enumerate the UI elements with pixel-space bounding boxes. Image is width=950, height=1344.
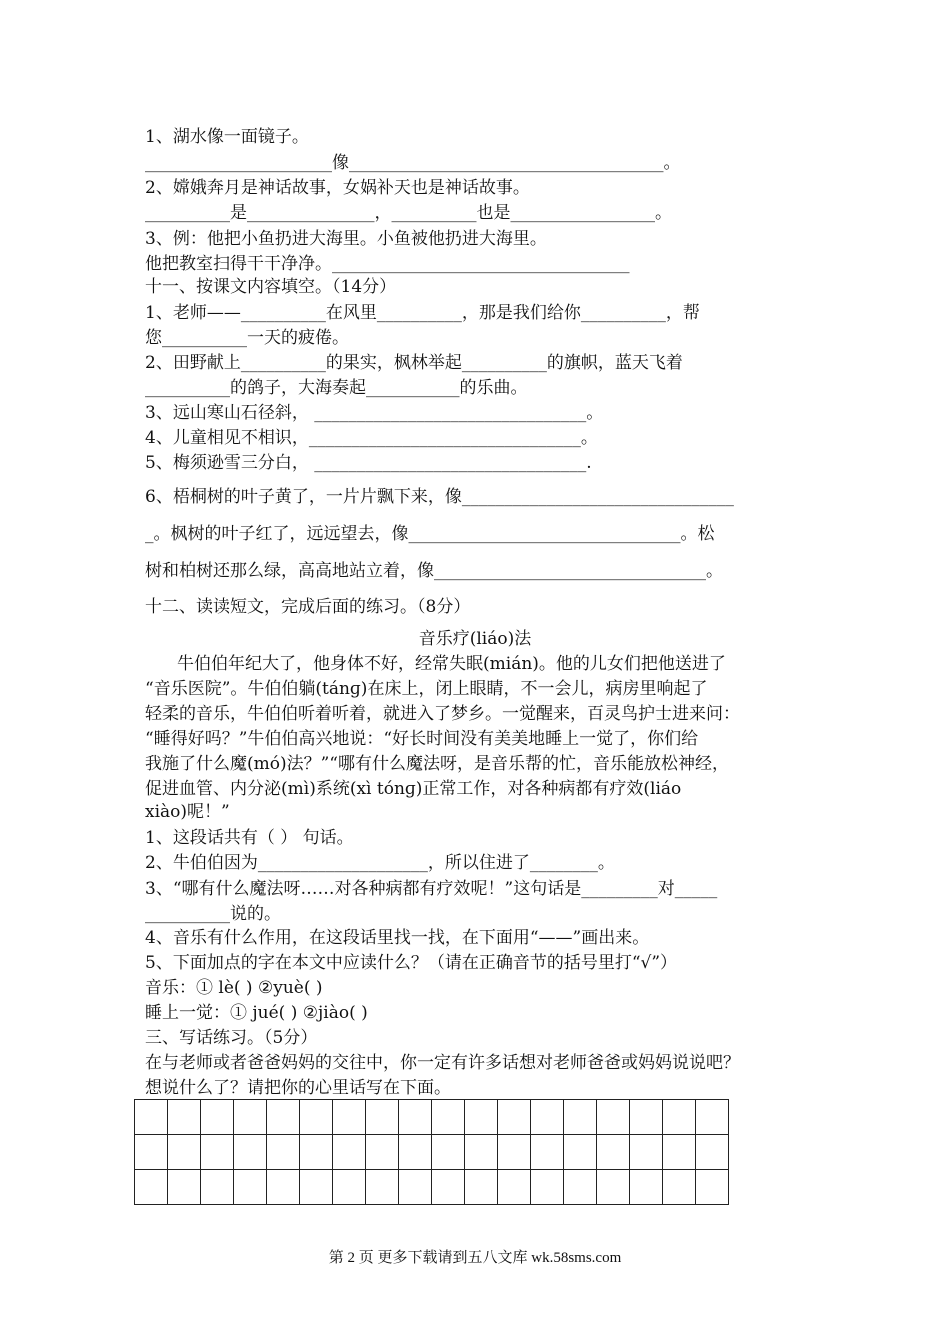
- grid-cell[interactable]: [498, 1170, 531, 1205]
- passage-line: “睡得好吗？”牛伯伯高兴地说：“好长时间没有美美地睡上一觉了，你们给: [145, 729, 699, 749]
- grid-cell[interactable]: [201, 1135, 234, 1170]
- grid-cell[interactable]: [564, 1135, 597, 1170]
- text-line: 他把教室扫得干干净净。___________________________________: [145, 254, 630, 274]
- text-line: 3、远山寒山石径斜， ________________________________。: [145, 403, 604, 423]
- grid-cell[interactable]: [696, 1135, 729, 1170]
- grid-cell[interactable]: [135, 1135, 168, 1170]
- grid-cell[interactable]: [465, 1170, 498, 1205]
- passage-line: “音乐医院”。牛伯伯躺(tánɡ)在床上，闭上眼睛，不一会儿，病房里响起了: [145, 679, 708, 699]
- grid-cell[interactable]: [564, 1170, 597, 1205]
- grid-row: [135, 1100, 729, 1135]
- grid-cell[interactable]: [333, 1170, 366, 1205]
- grid-cell[interactable]: [432, 1100, 465, 1135]
- text-line: 1、湖水像一面镜子。: [145, 127, 309, 147]
- text-line: 树和柏树还那么绿，高高地站立着，像________________________________。: [145, 561, 723, 581]
- grid-cell[interactable]: [498, 1135, 531, 1170]
- grid-cell[interactable]: [531, 1170, 564, 1205]
- grid-cell[interactable]: [300, 1170, 333, 1205]
- section-heading: 十一、按课文内容填空。（14分）: [145, 277, 397, 297]
- question-line: 2、牛伯伯因为____________________，所以住进了________。: [145, 853, 615, 873]
- grid-cell[interactable]: [234, 1100, 267, 1135]
- question-line: 想说什么了？请把你的心里话写在下面。: [145, 1078, 451, 1098]
- question-line: 5、下面加点的字在本文中应读什么？（请在正确音节的括号里打“√”）: [145, 953, 678, 973]
- answer-blank-line: __________是_______________，__________也是_________________。: [145, 203, 672, 223]
- text-line: 6、梧桐树的叶子黄了，一片片飘下来，像________________________________: [145, 487, 734, 507]
- grid-cell[interactable]: [201, 1100, 234, 1135]
- grid-cell[interactable]: [630, 1135, 663, 1170]
- grid-cell[interactable]: [597, 1135, 630, 1170]
- text-line: 4、儿童相见不相识，________________________________。: [145, 428, 598, 448]
- grid-cell[interactable]: [267, 1135, 300, 1170]
- grid-row: [135, 1170, 729, 1205]
- text-line: 3、例：他把小鱼扔进大海里。小鱼被他扔进大海里。: [145, 229, 547, 249]
- grid-cell[interactable]: [366, 1135, 399, 1170]
- text-line: 2、嫦娥奔月是神话故事，女娲补天也是神话故事。: [145, 178, 530, 198]
- grid-cell[interactable]: [696, 1170, 729, 1205]
- question-line: 1、这段话共有（ ） 句话。: [145, 828, 354, 848]
- grid-cell[interactable]: [366, 1170, 399, 1205]
- grid-cell[interactable]: [465, 1135, 498, 1170]
- passage-line: 牛伯伯年纪大了，他身体不好，经常失眠(mián)。他的儿女们把他送进了: [177, 654, 726, 674]
- answer-blank-line: ______________________像_____________________________________。: [145, 153, 681, 173]
- grid-cell[interactable]: [663, 1170, 696, 1205]
- text-line: _。枫树的叶子红了，远远望去，像________________________________。松: [145, 524, 715, 544]
- question-line: __________说的。: [145, 904, 281, 924]
- grid-row: [135, 1135, 729, 1170]
- passage-title: 音乐疗(liáo)法: [418, 629, 532, 649]
- grid-cell[interactable]: [498, 1100, 531, 1135]
- text-line: 2、田野献上__________的果实，枫林举起__________的旗帜，蓝天飞着: [145, 353, 683, 373]
- page-footer: 第 2 页 更多下载请到五八文库 wk.58sms.com: [328, 1250, 622, 1266]
- section-heading: 十二、读读短文，完成后面的练习。（8分）: [145, 597, 471, 617]
- grid-cell[interactable]: [234, 1135, 267, 1170]
- grid-cell[interactable]: [399, 1135, 432, 1170]
- question-line: 4、音乐有什么作用，在这段话里找一找，在下面用“——”画出来。: [145, 928, 650, 948]
- passage-line: 轻柔的音乐，牛伯伯听着听着，就进入了梦乡。一觉醒来，百灵鸟护士进来问：: [145, 704, 740, 724]
- text-line: 5、梅须逊雪三分白， ________________________________.: [145, 453, 592, 473]
- grid-cell[interactable]: [201, 1170, 234, 1205]
- grid-cell[interactable]: [465, 1100, 498, 1135]
- question-line: 音乐：① lè( ) ②yuè( ): [145, 978, 323, 998]
- grid-cell[interactable]: [432, 1135, 465, 1170]
- passage-line: 促进血管、内分泌(mì)系统(xì tónɡ)正常工作，对各种病都有疗效(liáo: [145, 779, 682, 799]
- grid-cell[interactable]: [432, 1170, 465, 1205]
- grid-cell[interactable]: [564, 1100, 597, 1135]
- grid-cell[interactable]: [135, 1100, 168, 1135]
- grid-cell[interactable]: [630, 1100, 663, 1135]
- passage-line: 我施了什么魔(mó)法？”“哪有什么魔法呀，是音乐帮的忙，音乐能放松神经，: [145, 754, 730, 774]
- grid-cell[interactable]: [630, 1170, 663, 1205]
- question-line: 3、“哪有什么魔法呀……对各种病都有疗效呢！”这句话是_________对_____: [145, 879, 718, 899]
- grid-cell[interactable]: [333, 1100, 366, 1135]
- grid-cell[interactable]: [300, 1135, 333, 1170]
- grid-cell[interactable]: [663, 1100, 696, 1135]
- grid-cell[interactable]: [234, 1170, 267, 1205]
- grid-cell[interactable]: [696, 1100, 729, 1135]
- grid-cell[interactable]: [366, 1100, 399, 1135]
- grid-cell[interactable]: [168, 1100, 201, 1135]
- grid-cell[interactable]: [300, 1100, 333, 1135]
- text-line: 您__________一天的疲倦。: [145, 328, 349, 348]
- grid-cell[interactable]: [531, 1135, 564, 1170]
- grid-cell[interactable]: [267, 1170, 300, 1205]
- grid-cell[interactable]: [597, 1100, 630, 1135]
- text-line: 1、老师——__________在风里__________，那是我们给你__________，帮: [145, 303, 700, 323]
- grid-cell[interactable]: [168, 1135, 201, 1170]
- grid-cell[interactable]: [399, 1170, 432, 1205]
- writing-grid[interactable]: [134, 1099, 729, 1205]
- question-line: 睡上一觉：① jué( ) ②jiào( ): [145, 1003, 368, 1023]
- section-heading: 三、写话练习。（5分）: [145, 1028, 318, 1048]
- question-line: 在与老师或者爸爸妈妈的交往中，你一定有许多话想对老师爸爸或妈妈说说吧？: [145, 1053, 740, 1073]
- grid-cell[interactable]: [597, 1170, 630, 1205]
- grid-cell[interactable]: [663, 1135, 696, 1170]
- grid-cell[interactable]: [135, 1170, 168, 1205]
- grid-cell[interactable]: [168, 1170, 201, 1205]
- text-line: __________的鸽子，大海奏起___________的乐曲。: [145, 378, 528, 398]
- grid-cell[interactable]: [333, 1135, 366, 1170]
- grid-cell[interactable]: [267, 1100, 300, 1135]
- passage-line: xiào)呢！”: [145, 802, 230, 822]
- grid-cell[interactable]: [399, 1100, 432, 1135]
- grid-cell[interactable]: [531, 1100, 564, 1135]
